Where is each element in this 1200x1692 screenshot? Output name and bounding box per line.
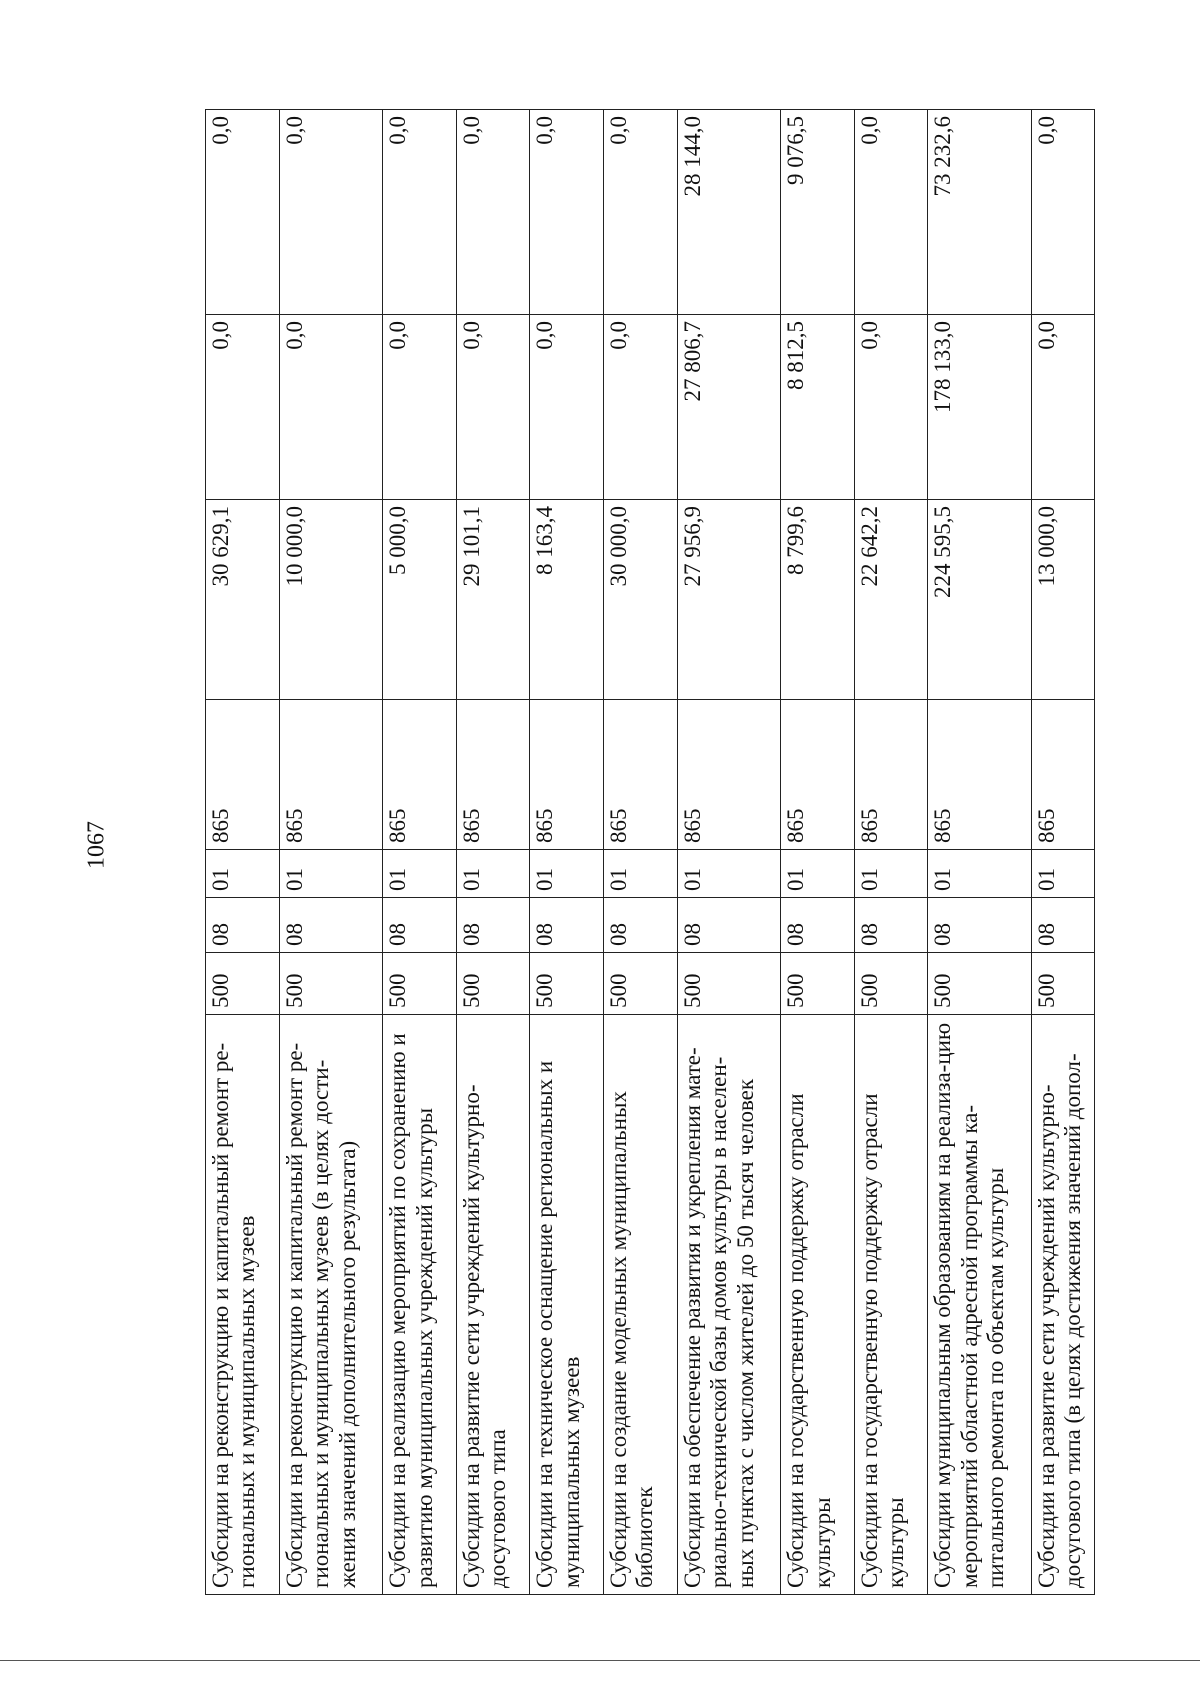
row-name-cell: Субсидии на реконструкцию и капитальный ремонт ре-гиональных и муниципальных музеев — [206, 1015, 280, 1595]
amount-year-3: 73 232,6 — [928, 110, 1032, 315]
section-cell: 08 — [677, 898, 781, 953]
row-name-cell: Субсидии на развитие сети учреждений культурно-досугового типа (в целях достижения значений допол- — [1031, 1015, 1094, 1595]
code-cell-865: 865 — [279, 700, 383, 850]
amount-year-1: 5 000,0 — [383, 500, 457, 700]
amount-year-1: 10 000,0 — [279, 500, 383, 700]
subsection-cell: 01 — [854, 850, 928, 898]
table-row — [383, 110, 457, 1595]
subsection-cell: 01 — [677, 850, 781, 898]
subsection-cell: 01 — [928, 850, 1032, 898]
row-name-cell: Субсидии на развитие сети учреждений культурно-досугового типа — [456, 1015, 530, 1595]
amount-year-1: 8 799,6 — [781, 500, 855, 700]
amount-year-3: 0,0 — [383, 110, 457, 315]
budget-table-rotated — [205, 110, 1095, 1595]
code-cell-865: 865 — [781, 700, 855, 850]
section-cell: 08 — [854, 898, 928, 953]
subsection-cell: 01 — [1031, 850, 1094, 898]
amount-year-2: 0,0 — [279, 315, 383, 500]
amount-year-3: 0,0 — [206, 110, 280, 315]
table-row — [677, 110, 781, 1595]
code-cell-500: 500 — [279, 953, 383, 1015]
subsection-cell: 01 — [383, 850, 457, 898]
amount-year-3: 0,0 — [1031, 110, 1094, 315]
budget-table — [205, 109, 1095, 1595]
section-cell: 08 — [781, 898, 855, 953]
section-cell: 08 — [279, 898, 383, 953]
table-row — [206, 110, 280, 1595]
amount-year-1: 8 163,4 — [530, 500, 604, 700]
row-name-cell: Субсидии на реконструкцию и капитальный ремонт ре-гиональных и муниципальных музеев (в целях дости-жения значений дополнительного результата) — [279, 1015, 383, 1595]
code-cell-865: 865 — [383, 700, 457, 850]
amount-year-3: 0,0 — [604, 110, 678, 315]
table-body — [206, 110, 1095, 1595]
code-cell-865: 865 — [677, 700, 781, 850]
amount-year-3: 0,0 — [456, 110, 530, 315]
code-cell-865: 865 — [456, 700, 530, 850]
code-cell-500: 500 — [206, 953, 280, 1015]
row-name-cell: Субсидии на создание модельных муниципальных библиотек — [604, 1015, 678, 1595]
row-name-cell: Субсидии на государственную поддержку отрасли культуры — [781, 1015, 855, 1595]
amount-year-1: 30 000,0 — [604, 500, 678, 700]
table-row — [928, 110, 1032, 1595]
code-cell-500: 500 — [604, 953, 678, 1015]
amount-year-1: 27 956,9 — [677, 500, 781, 700]
section-cell: 08 — [383, 898, 457, 953]
row-name-cell: Субсидии муниципальным образованиям на реализа-цию мероприятий областной адресной программы ка-питального ремонта по объектам культуры — [928, 1015, 1032, 1595]
amount-year-2: 8 812,5 — [781, 315, 855, 500]
code-cell-865: 865 — [928, 700, 1032, 850]
section-cell: 08 — [928, 898, 1032, 953]
bottom-rule — [0, 1660, 1200, 1661]
table-row — [604, 110, 678, 1595]
amount-year-3: 9 076,5 — [781, 110, 855, 315]
row-name-cell: Субсидии на государственную поддержку отрасли культуры — [854, 1015, 928, 1595]
amount-year-1: 30 629,1 — [206, 500, 280, 700]
amount-year-2: 27 806,7 — [677, 315, 781, 500]
row-name-cell: Субсидии на техническое оснащение региональных и муниципальных музеев — [530, 1015, 604, 1595]
amount-year-2: 0,0 — [383, 315, 457, 500]
table-row — [530, 110, 604, 1595]
amount-year-3: 0,0 — [279, 110, 383, 315]
table-row — [854, 110, 928, 1595]
row-name-cell: Субсидии на обеспечение развития и укрепления мате-риально-технической базы домов культуры в населен-ных пунктах с числом жителей до 50 тысяч человек — [677, 1015, 781, 1595]
subsection-cell: 01 — [206, 850, 280, 898]
section-cell: 08 — [1031, 898, 1094, 953]
amount-year-2: 0,0 — [604, 315, 678, 500]
section-cell: 08 — [456, 898, 530, 953]
code-cell-500: 500 — [530, 953, 604, 1015]
table-row — [456, 110, 530, 1595]
amount-year-2: 0,0 — [206, 315, 280, 500]
amount-year-1: 22 642,2 — [854, 500, 928, 700]
code-cell-500: 500 — [1031, 953, 1094, 1015]
code-cell-500: 500 — [781, 953, 855, 1015]
table-row — [781, 110, 855, 1595]
amount-year-1: 224 595,5 — [928, 500, 1032, 700]
subsection-cell: 01 — [456, 850, 530, 898]
amount-year-1: 29 101,1 — [456, 500, 530, 700]
amount-year-3: 0,0 — [530, 110, 604, 315]
row-name-cell: Субсидии на реализацию мероприятий по сохранению и развитию муниципальных учреждений культуры — [383, 1015, 457, 1595]
code-cell-865: 865 — [206, 700, 280, 850]
code-cell-865: 865 — [854, 700, 928, 850]
amount-year-3: 0,0 — [854, 110, 928, 315]
page-number: 1067 — [83, 821, 110, 869]
section-cell: 08 — [604, 898, 678, 953]
code-cell-500: 500 — [677, 953, 781, 1015]
amount-year-1: 13 000,0 — [1031, 500, 1094, 700]
subsection-cell: 01 — [604, 850, 678, 898]
section-cell: 08 — [530, 898, 604, 953]
code-cell-500: 500 — [456, 953, 530, 1015]
amount-year-3: 28 144,0 — [677, 110, 781, 315]
table-row — [279, 110, 383, 1595]
code-cell-500: 500 — [854, 953, 928, 1015]
code-cell-865: 865 — [604, 700, 678, 850]
code-cell-500: 500 — [928, 953, 1032, 1015]
amount-year-2: 0,0 — [456, 315, 530, 500]
amount-year-2: 0,0 — [854, 315, 928, 500]
subsection-cell: 01 — [781, 850, 855, 898]
subsection-cell: 01 — [530, 850, 604, 898]
subsection-cell: 01 — [279, 850, 383, 898]
code-cell-500: 500 — [383, 953, 457, 1015]
code-cell-865: 865 — [530, 700, 604, 850]
section-cell: 08 — [206, 898, 280, 953]
amount-year-2: 0,0 — [1031, 315, 1094, 500]
amount-year-2: 178 133,0 — [928, 315, 1032, 500]
code-cell-865: 865 — [1031, 700, 1094, 850]
table-row — [1031, 110, 1094, 1595]
amount-year-2: 0,0 — [530, 315, 604, 500]
